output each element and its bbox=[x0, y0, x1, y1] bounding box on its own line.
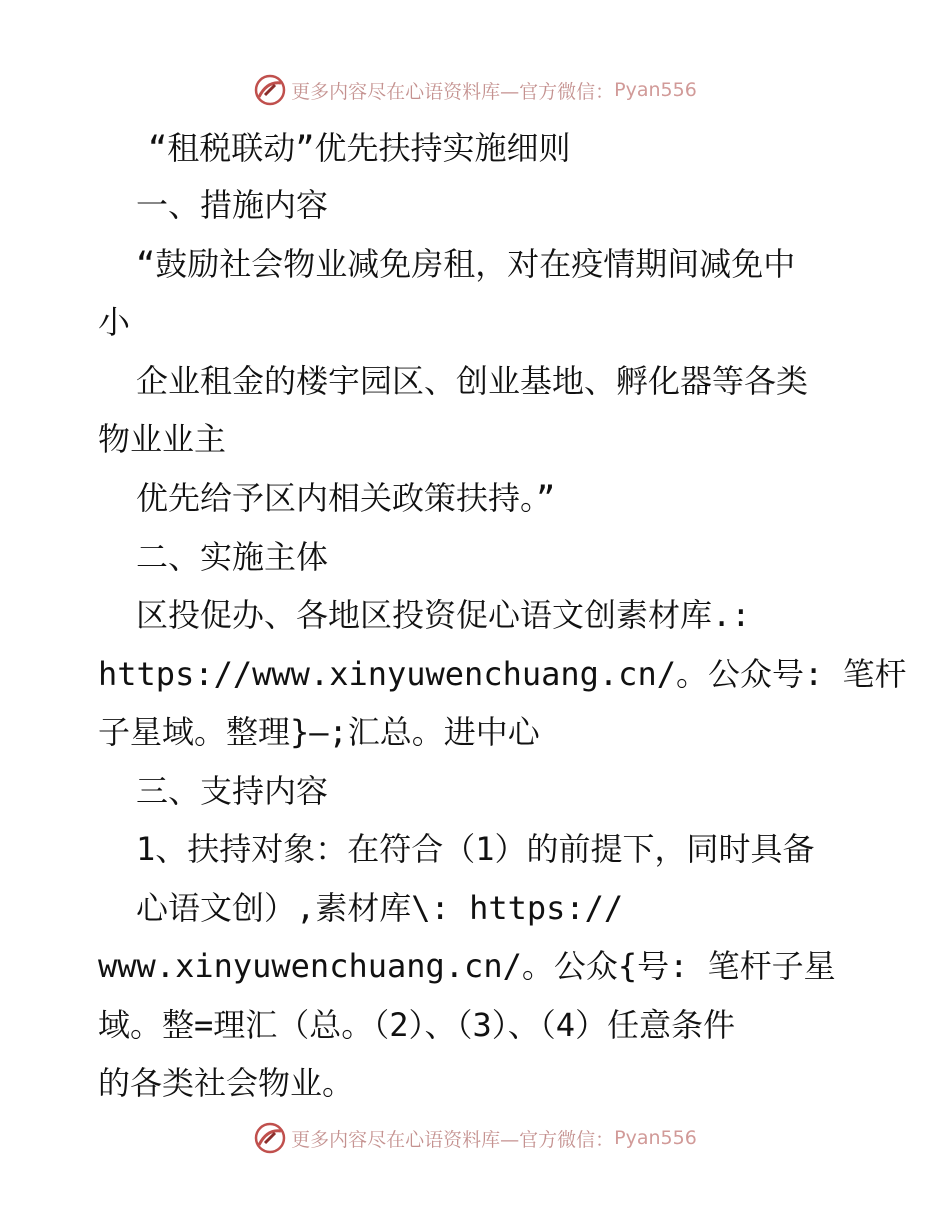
watermark-logo-icon bbox=[253, 1121, 287, 1155]
paragraph-line: 企业租金的楼宇园区、创业基地、孵化器等各类 bbox=[136, 362, 809, 400]
paragraph-line: 小 bbox=[98, 303, 131, 341]
section-heading-implementer: 二、实施主体 bbox=[136, 538, 329, 576]
banner-wechat-id: Pyan556 bbox=[614, 1127, 697, 1149]
document-title: “租税联动”优先扶持实施细则 bbox=[148, 129, 571, 167]
footer-watermark-banner bbox=[0, 1118, 950, 1158]
header-watermark-banner bbox=[0, 70, 950, 110]
section-heading-measures: 一、措施内容 bbox=[136, 186, 329, 224]
paragraph-line: 物业业主 bbox=[98, 420, 227, 458]
paragraph-line: 子星域。整理}—;汇总。进中心 bbox=[98, 713, 540, 751]
banner-wechat-id: Pyan556 bbox=[614, 79, 697, 101]
section-heading-support: 三、支持内容 bbox=[136, 772, 329, 810]
watermark-logo-icon bbox=[253, 73, 287, 107]
paragraph-line: 心语文创）,素材库\: https:// bbox=[136, 889, 624, 927]
paragraph-line: 区投促办、各地区投资促心语文创素材库.: bbox=[136, 596, 751, 634]
banner-text: 更多内容尽在心语资料库—官方微信： bbox=[291, 1128, 615, 1151]
paragraph-line: https://www.xinyuwenchuang.cn/。公众号: 笔杆 bbox=[98, 655, 907, 693]
paragraph-line: 1、扶持对象：在符合（1）的前提下，同时具备 bbox=[136, 830, 815, 868]
paragraph-line: www.xinyuwenchuang.cn/。公众{号: 笔杆子星 bbox=[98, 947, 836, 985]
paragraph-line: 优先给予区内相关政策扶持。” bbox=[136, 479, 556, 517]
banner-text: 更多内容尽在心语资料库—官方微信： bbox=[291, 80, 615, 103]
paragraph-line: 的各类社会物业。 bbox=[98, 1064, 355, 1102]
paragraph-line: 域。整=理汇（总。（2）、（3）、（4）任意条件 bbox=[98, 1006, 736, 1044]
paragraph-line: “鼓励社会物业减免房租，对在疫情期间减免中 bbox=[136, 245, 796, 283]
